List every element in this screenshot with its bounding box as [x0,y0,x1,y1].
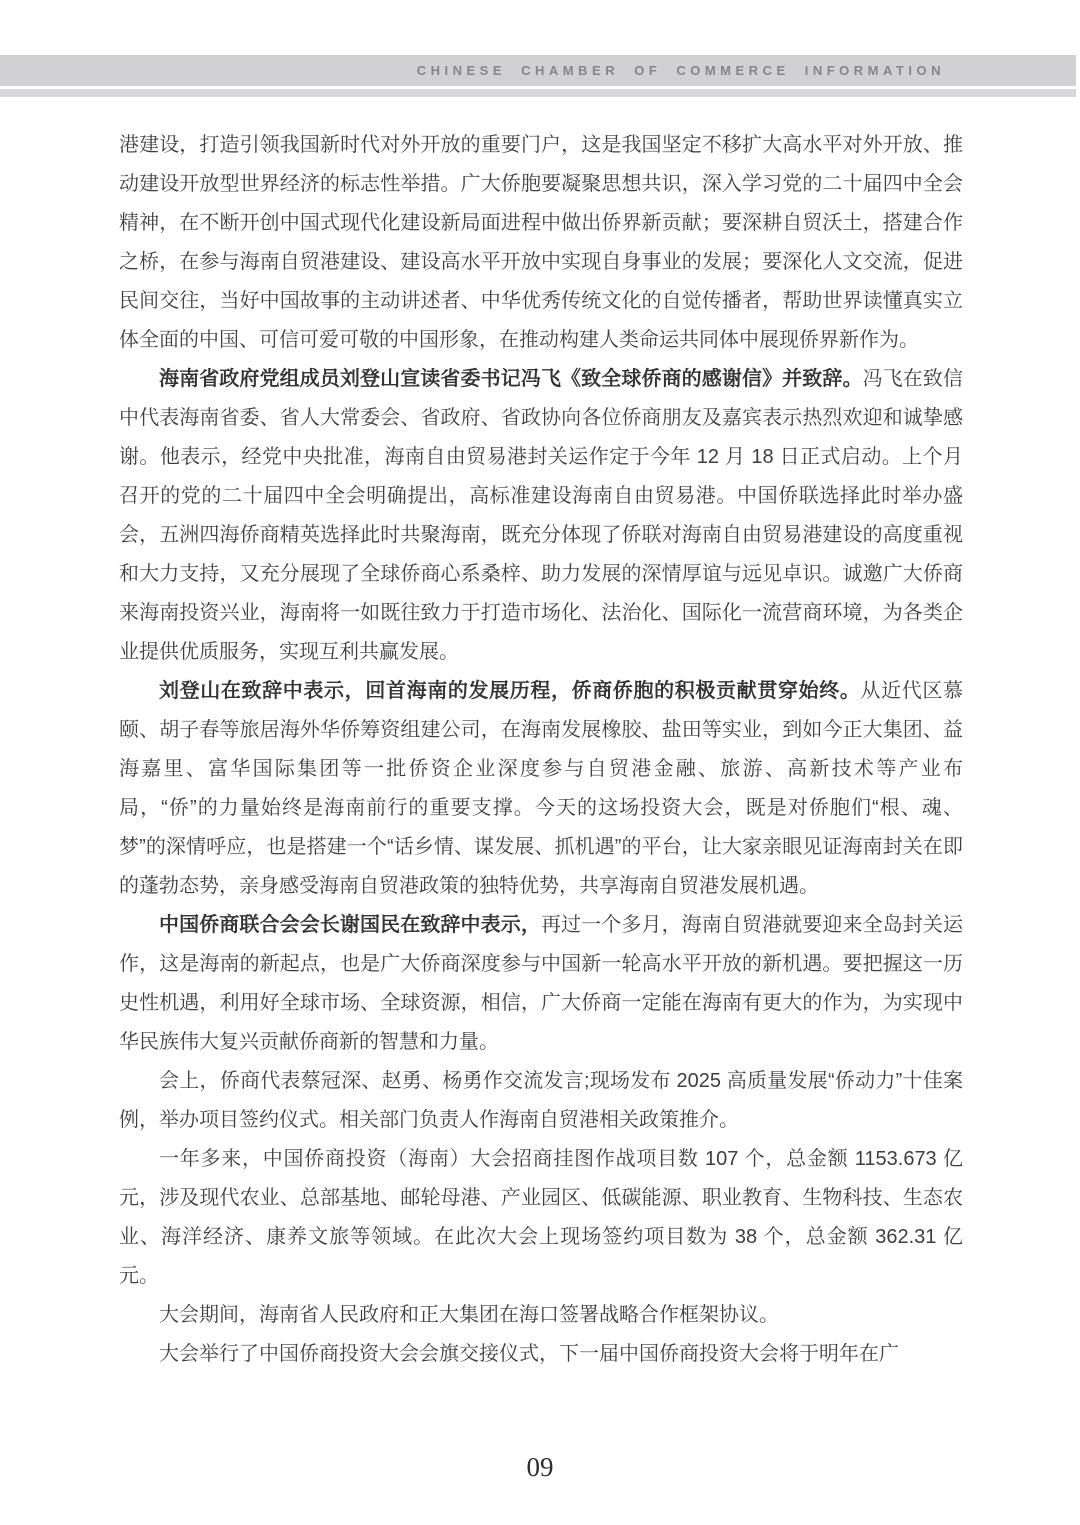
paragraph-text: 大会期间，海南省人民政府和正大集团在海口签署战略合作框架协议。 [159,1304,779,1326]
paragraph-text: 会上，侨商代表蔡冠深、赵勇、杨勇作交流发言;现场发布 2025 高质量发展“侨动力”十佳案例，举办项目签约仪式。相关部门负责人作海南自贸港相关政策推介。 [119,1070,963,1131]
paragraph [119,1296,963,1335]
page-number: 09 [526,1452,554,1482]
paragraph-text: 大会举行了中国侨商投资大会会旗交接仪式，下一届中国侨商投资大会将于明年在广 [159,1343,899,1365]
paragraph-text: 港建设，打造引领我国新时代对外开放的重要门户，这是我国坚定不移扩大高水平对外开放、推动建设开放型世界经济的标志性举措。广大侨胞要凝聚思想共识，深入学习党的二十届四中全会精神，在不断开创中国式现代化建设新局面进程中做出侨界新贡献；要深耕自贸沃土，搭建合作之桥，在参与海南自贸港建设、建设高水平开放中实现自身事业的发展；要深化人文交流，促进民间交往，当好中国故事的主动讲述者、中华优秀传统文化的自觉传播者，帮助世界读懂真实立体全面的中国、可信可爱可敬的中国形象，在推动构建人类命运共同体中展现侨界新作为。 [119,134,963,351]
paragraph [119,360,963,672]
paragraph [119,126,963,360]
paragraph-text: 冯飞在致信中代表海南省委、省人大常委会、省政府、省政协向各位侨商朋友及嘉宾表示热烈欢迎和诚挚感谢。他表示，经党中央批准，海南自由贸易港封关运作定于今年 12 月 18 日正式启动。上个月召开的党的二十届四中全会明确提出，高标准建设海南自由贸易港。中国侨联选择此时举办盛会，五洲四海侨商精英选择此时共聚海南，既充分体现了侨联对海南自由贸易港建设的高度重视和大力支持，又充分展现了全球侨商心系桑梓、助力发展的深情厚谊与远见卓识。诚邀广大侨商来海南投资兴业，海南将一如既往致力于打造市场化、法治化、国际化一流营商环境，为各类企业提供优质服务，实现互利共赢发展。 [119,368,964,663]
header-title: CHINESE CHAMBER OF COMMERCE INFORMATION [416,63,945,78]
header-divider-band [0,89,1076,97]
header-band [0,55,1076,86]
paragraph [119,1140,963,1296]
paragraph-lead: 中国侨商联合会会长谢国民在致辞中表示， [159,914,541,936]
paragraph-lead: 刘登山在致辞中表示，回首海南的发展历程，侨商侨胞的积极贡献贯穿始终。 [159,680,861,702]
paragraph [119,1062,963,1140]
paragraph-text: 再过一个多月，海南自贸港就要迎来全岛封关运作，这是海南的新起点，也是广大侨商深度参与中国新一轮高水平开放的新机遇。要把握这一历史性机遇，利用好全球市场、全球资源，相信，广大侨商一定能在海南有更大的作为，为实现中华民族伟大复兴贡献侨商新的智慧和力量。 [119,914,964,1053]
paragraph [119,672,963,906]
paragraph [119,1335,963,1374]
paragraph [119,906,963,1062]
paragraph-text: 从近代区慕颐、胡子春等旅居海外华侨筹资组建公司，在海南发展橡胶、盐田等实业，到如今正大集团、益海嘉里、富华国际集团等一批侨资企业深度参与自贸港金融、旅游、高新技术等产业布局，“侨”的力量始终是海南前行的重要支撑。今天的这场投资大会，既是对侨胞们“根、魂、梦”的深情呼应，也是搭建一个“话乡情、谋发展、抓机遇”的平台，让大家亲眼见证海南封关在即的蓬勃态势，亲身感受海南自贸港政策的独特优势，共享海南自贸港发展机遇。 [119,680,964,897]
article-body [119,126,963,1374]
paragraph-lead: 海南省政府党组成员刘登山宣读省委书记冯飞《致全球侨商的感谢信》并致辞。 [159,368,863,390]
paragraph-text: 一年多来，中国侨商投资（海南）大会招商挂图作战项目数 107 个，总金额 1153.673 亿元，涉及现代农业、总部基地、邮轮母港、产业园区、低碳能源、职业教育、生物科技、生态农业、海洋经济、康养文旅等领域。在此次大会上现场签约项目数为 38 个，总金额 362.31 亿元。 [119,1148,963,1287]
